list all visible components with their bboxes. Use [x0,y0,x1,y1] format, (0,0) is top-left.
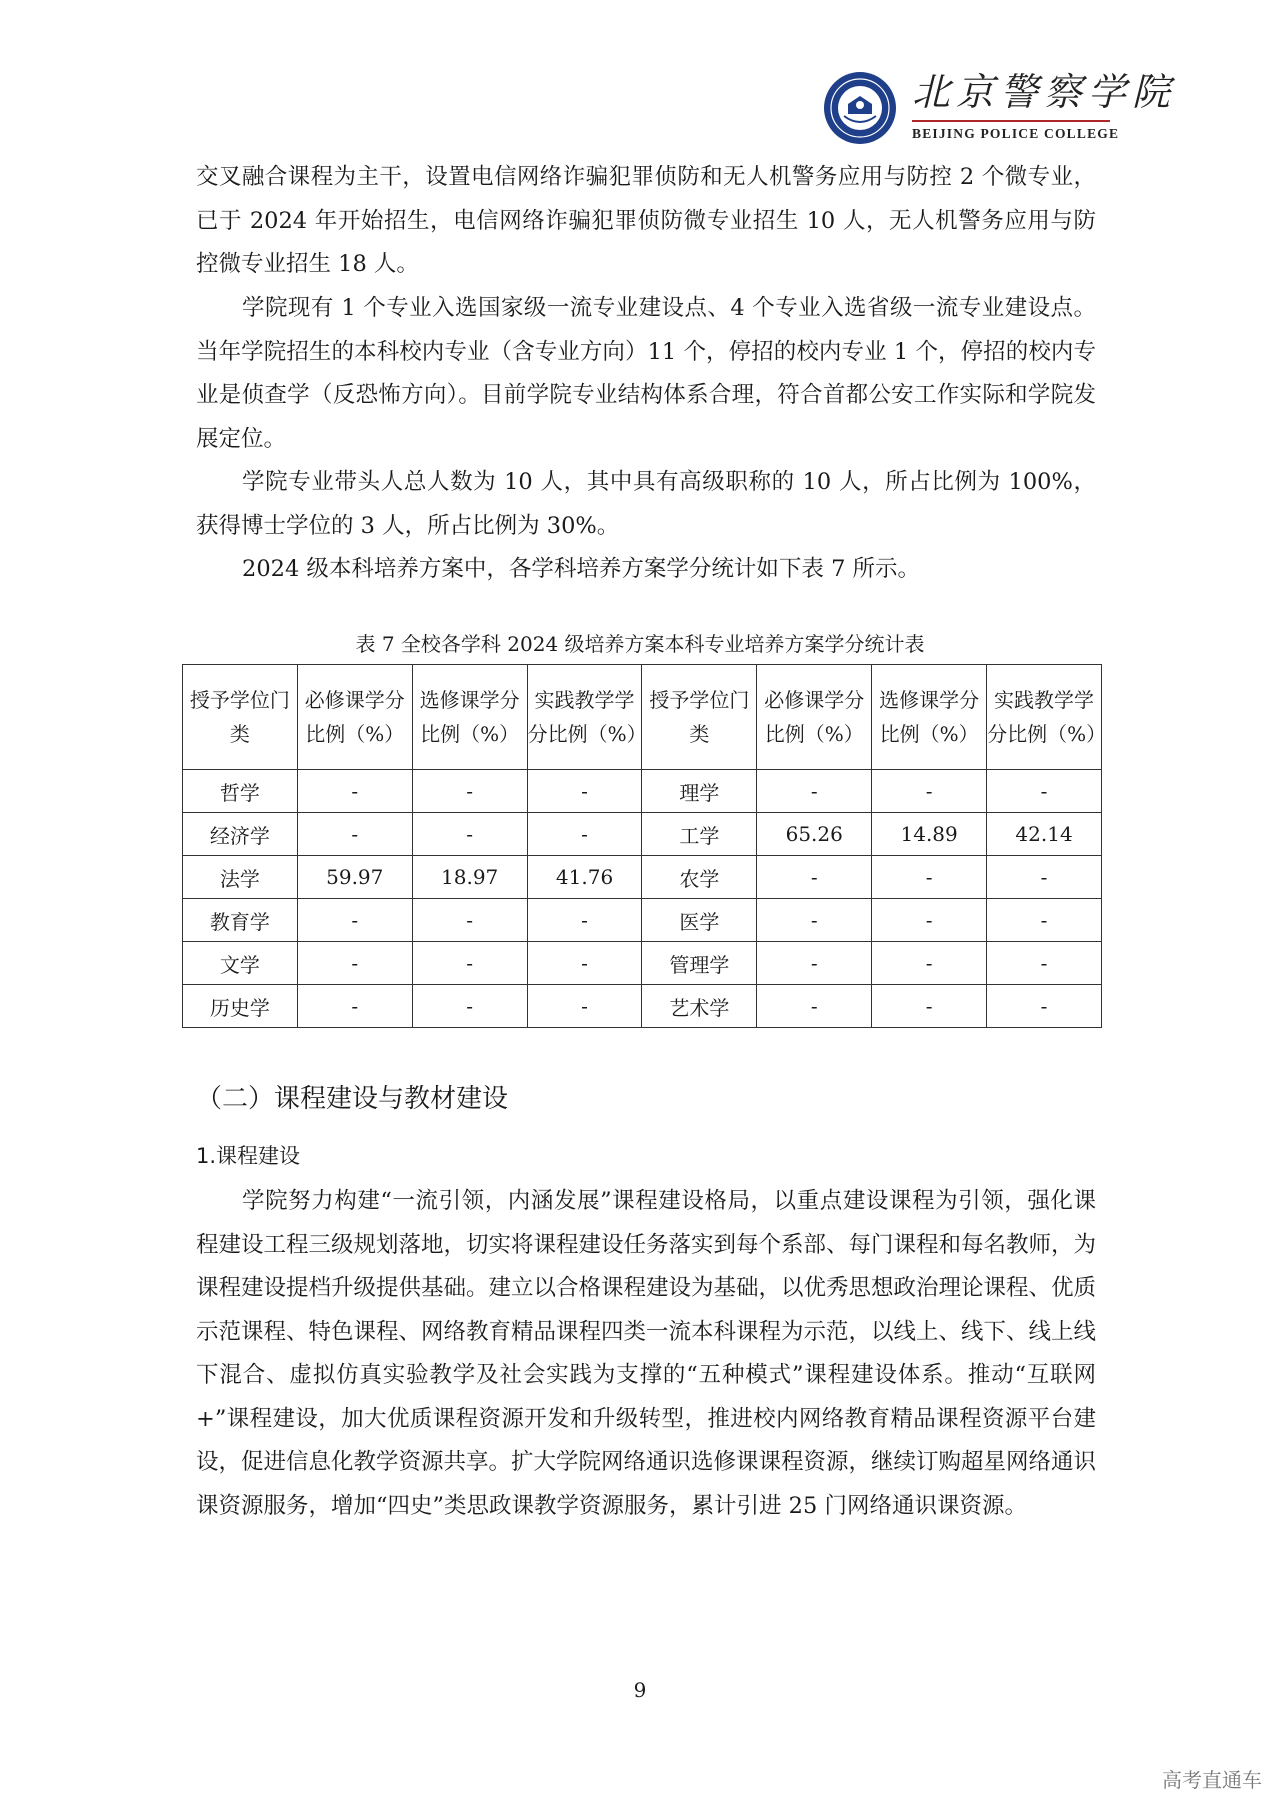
credit-ratio-cell: - [412,985,527,1028]
credit-ratio-cell: 14.89 [872,813,987,856]
table-row [183,985,1102,1028]
header-required: 必修课学分比例（%） [297,665,412,770]
subsection-heading: 1.课程建设 [196,1144,301,1168]
credit-ratio-cell: - [757,985,872,1028]
credit-ratio-cell: - [297,813,412,856]
degree-category-cell: 管理学 [642,942,757,985]
credit-ratio-cell: - [872,856,987,899]
table-row [183,813,1102,856]
logo-divider [912,120,1110,122]
credit-ratio-cell: - [297,985,412,1028]
table-row [183,770,1102,813]
credit-ratio-cell: - [297,899,412,942]
degree-category-cell: 哲学 [183,770,298,813]
credit-stats-table [182,664,1107,1028]
credit-ratio-cell: - [412,813,527,856]
credit-ratio-cell: - [987,770,1102,813]
credit-ratio-cell: - [872,899,987,942]
degree-category-cell: 法学 [183,856,298,899]
header-category: 授予学位门类 [183,665,298,770]
credit-ratio-cell: - [872,942,987,985]
page-number: 9 [633,1678,647,1702]
credit-ratio-cell: - [527,985,642,1028]
header-practice: 实践教学学分比例（%） [987,665,1102,770]
degree-category-cell: 艺术学 [642,985,757,1028]
header-required: 必修课学分比例（%） [757,665,872,770]
credit-ratio-cell: - [297,770,412,813]
header-category: 授予学位门类 [642,665,757,770]
paragraph-first-class-majors: 学院现有 1 个专业入选国家级一流专业建设点、4 个专业入选省级一流专业建设点。当年学院招生的本科校内专业（含专业方向）11 个，停招的校内专业 1 个，停招的校内专业是侦查学（反恐怖方向）。目前学院专业结构体系合理，符合首都公安工作实际和学院发展定位。 [196,295,1096,452]
logo-english-name: BEIJING POLICE COLLEGE [912,126,1120,141]
credit-ratio-cell: - [527,899,642,942]
degree-category-cell: 文学 [183,942,298,985]
paragraph-course-construction: 学院努力构建“一流引领，内涵发展”课程建设格局，以重点建设课程为引领，强化课程建设工程三级规划落地，切实将课程建设任务落实到每个系部、每门课程和每名教师，为课程建设提档升级提供基础。建立以合格课程建设为基础，以优秀思想政治理论课程、优质示范课程、特色课程、网络教育精品课程四类一流本科课程为示范，以线上、线下、线上线下混合、虚拟仿真实验教学及社会实践为支撑的“五种模式”课程建设体系。推动“互联网+”课程建设，加大优质课程资源开发和升级转型，推进校内网络教育精品课程资源平台建设，促进信息化教学资源共享。扩大学院网络通识选修课课程资源，继续订购超星网络通识课资源服务，增加“四史”类思政课教学资源服务，累计引进 25 门网络通识课资源。 [196,1188,1097,1519]
credit-ratio-cell: - [757,770,872,813]
college-logo [822,68,1177,148]
section-heading: （二）课程建设与教材建设 [196,1084,509,1114]
credit-ratio-cell: - [987,985,1102,1028]
header-elective: 选修课学分比例（%） [872,665,987,770]
credit-ratio-cell: - [412,770,527,813]
degree-category-cell: 教育学 [183,899,298,942]
watermark: 高考直通车 [1162,1768,1262,1792]
college-seal-icon [822,70,898,146]
table-row [183,899,1102,942]
degree-category-cell: 历史学 [183,985,298,1028]
credit-ratio-cell: - [987,856,1102,899]
credit-ratio-cell: - [527,942,642,985]
credit-ratio-cell: 59.97 [297,856,412,899]
credit-ratio-cell: - [757,856,872,899]
degree-category-cell: 理学 [642,770,757,813]
credit-ratio-cell: - [412,899,527,942]
paragraph-table-intro: 2024 级本科培养方案中，各学科培养方案学分统计如下表 7 所示。 [242,556,921,582]
table-row [183,942,1102,985]
degree-category-cell: 工学 [642,813,757,856]
degree-category-cell: 经济学 [183,813,298,856]
credit-ratio-cell: - [527,813,642,856]
credit-ratio-cell: - [987,899,1102,942]
credit-ratio-cell: 65.26 [757,813,872,856]
degree-category-cell: 农学 [642,856,757,899]
table-header-row [183,665,1102,770]
table-row [183,856,1102,899]
credit-ratio-cell: 18.97 [412,856,527,899]
paragraph-micro-majors: 交叉融合课程为主干，设置电信网络诈骗犯罪侦防和无人机警务应用与防控 2 个微专业，已于 2024 年开始招生，电信网络诈骗犯罪侦防微专业招生 10 人，无人机警务应用与防控微专业招生 18 人。 [196,164,1096,277]
header-practice: 实践教学学分比例（%） [527,665,642,770]
logo-chinese-name: 北京警察学院 [912,70,1177,114]
degree-category-cell: 医学 [642,899,757,942]
credit-ratio-cell: - [872,770,987,813]
table-caption: 表 7 全校各学科 2024 级培养方案本科专业培养方案学分统计表 [355,632,925,656]
credit-ratio-cell: - [412,942,527,985]
credit-ratio-cell: - [297,942,412,985]
header-elective: 选修课学分比例（%） [412,665,527,770]
credit-ratio-cell: - [757,942,872,985]
credit-ratio-cell: - [527,770,642,813]
credit-ratio-cell: - [872,985,987,1028]
paragraph-major-leaders: 学院专业带头人总人数为 10 人，其中具有高级职称的 10 人，所占比例为 100%，获得博士学位的 3 人，所占比例为 30%。 [196,469,1096,539]
credit-ratio-cell: 42.14 [987,813,1102,856]
credit-ratio-cell: 41.76 [527,856,642,899]
credit-ratio-cell: - [757,899,872,942]
credit-ratio-cell: - [987,942,1102,985]
